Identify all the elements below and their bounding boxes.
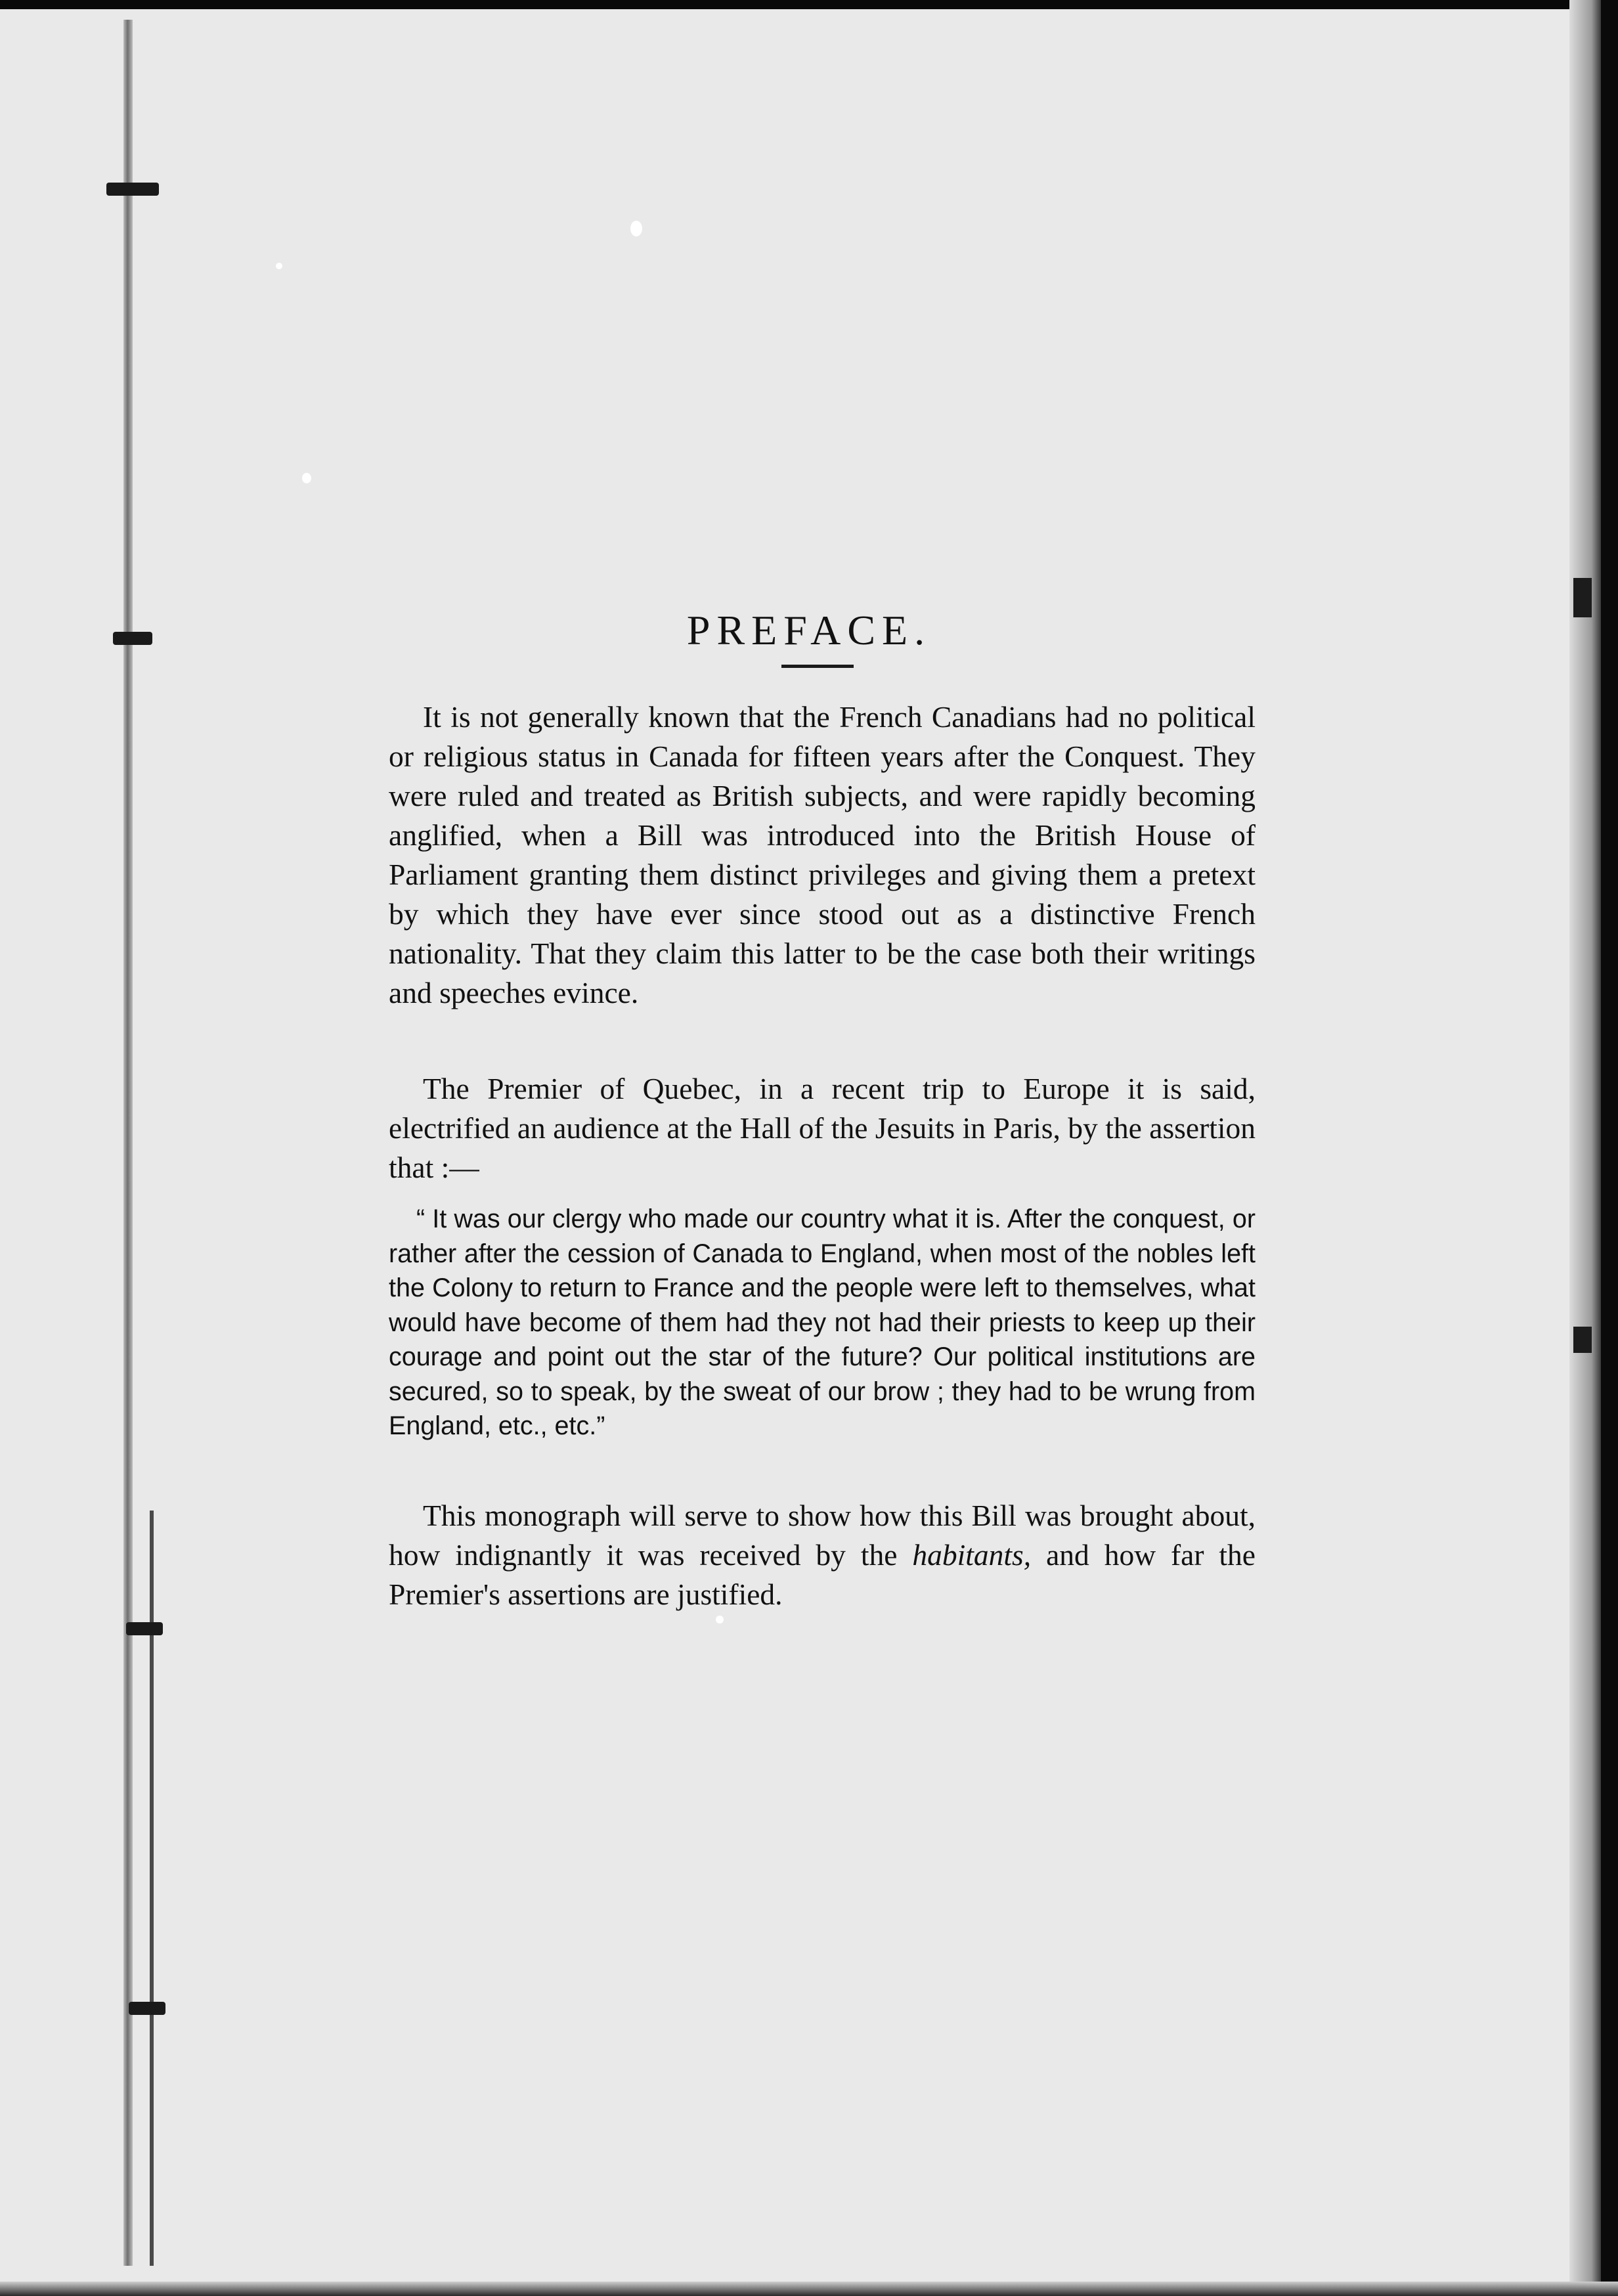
block-quote: “ It was our clergy who made our country what it is. After the conquest, or rather after the cession of Canada to England, when most of the nobles left the Colony to return to France and the people were left to themselves, what would have become of them had they not had their priests to keep up their courage and point out the star of the future? Our political institutions are secured, so to speak, by the sweat of our brow ; they had to be wrung from England, etc., etc.” bbox=[389, 1204, 1256, 1440]
binding-stitch bbox=[126, 1622, 163, 1635]
closing-text-start: This monograph will serve to show how this Bill was brought about, how indignantly it was received by the bbox=[389, 1499, 1256, 1572]
binding-stitch bbox=[106, 183, 159, 196]
title-rule bbox=[781, 665, 854, 668]
page-title: PREFACE. bbox=[686, 606, 932, 653]
scan-border-right bbox=[1601, 0, 1618, 2296]
scan-border-bottom bbox=[0, 2282, 1618, 2296]
paragraph-intro: It is not generally known that the French Canadians had no political or religious status in Canada for fifteen years after the Conquest. They were ruled and treated as British subjects, and were rapidly becoming anglified, when a Bill was introduced into the British House of Parliament granting them distinct privileges and giving them a pretext by which they have ever since stood out as a distinctive French nationality. That they claim this latter to be the case both their writings and speeches evince. bbox=[389, 700, 1256, 1009]
paper-speck bbox=[276, 263, 282, 269]
edge-mark bbox=[1573, 1327, 1592, 1353]
scan-border-top bbox=[0, 0, 1618, 9]
paragraph-closing bbox=[389, 1496, 1256, 1614]
paragraph-premier: The Premier of Quebec, in a recent trip to Europe it is said, electrified an audience at the Hall of the Jesuits in Paris, by the assertion that :— bbox=[389, 1072, 1256, 1184]
closing-italic-word: habitants, bbox=[912, 1538, 1032, 1572]
paper-speck bbox=[716, 1616, 724, 1623]
binding-thread bbox=[123, 20, 133, 2266]
page-edge-shadow bbox=[1569, 0, 1601, 2296]
paper-speck bbox=[302, 473, 311, 483]
binding-stitch bbox=[129, 2002, 165, 2015]
closing-text-end: and how far the Premier's assertions are justified. bbox=[389, 1538, 1256, 1611]
paper-speck bbox=[630, 221, 642, 236]
